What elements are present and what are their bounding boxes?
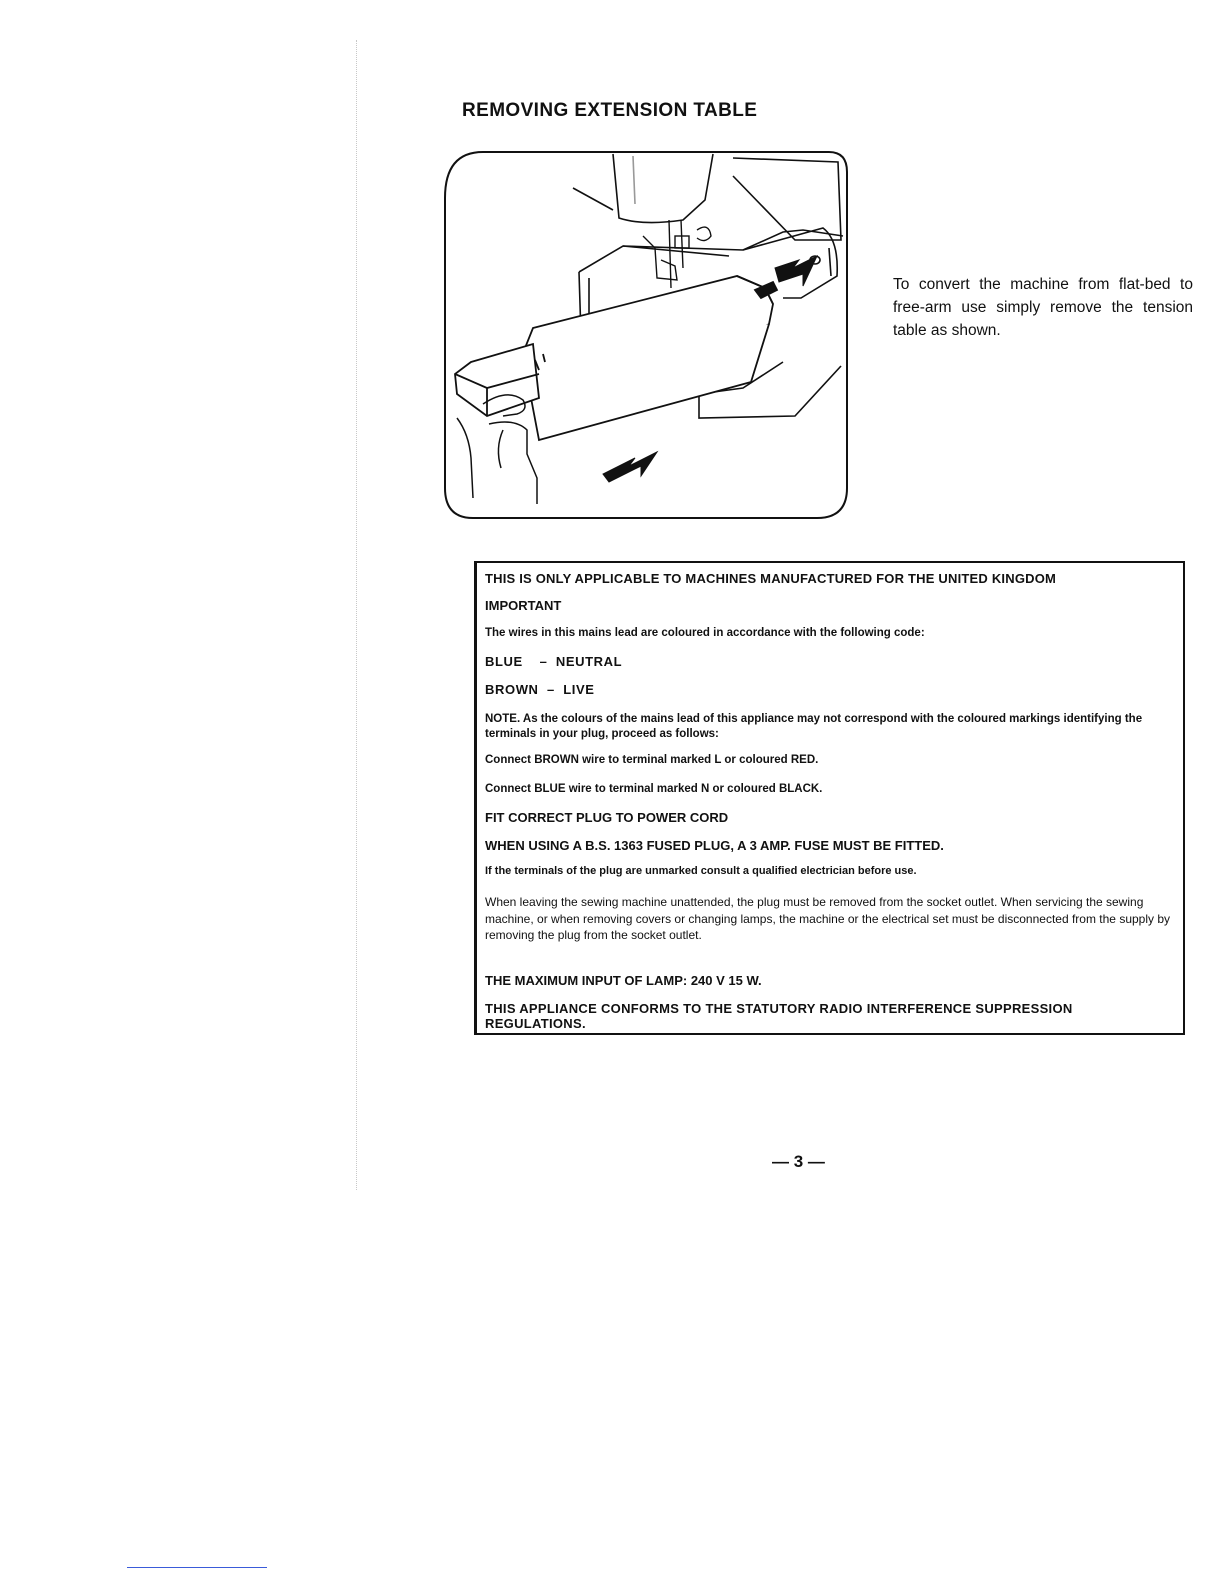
arrow-pull-icon [603,452,657,482]
notice-unattended-warning: When leaving the sewing machine unattended, the plug must be removed from the socket outlet. When servicing the sewing machine, or when removing covers or changing lamps, the machine or the electrical set must be disconnected from the supply by removing the plug from the socket outlet. [485,895,1171,942]
notice-brown-live: BROWN – LIVE [485,682,595,697]
footer-rule [127,1567,267,1568]
uk-safety-notice-box [474,561,1185,1035]
page-number: — 3 — [772,1152,825,1171]
notice-fused-plug: WHEN USING A B.S. 1363 FUSED PLUG, A 3 AMP. FUSE MUST BE FITTED. [485,838,944,853]
notice-wires-intro: The wires in this mains lead are coloured in accordance with the following code: [485,627,925,639]
notice-colour-note: NOTE. As the colours of the mains lead of this appliance may not correspond with the coloured markings identifying the terminals in your plug, proceed as follows: [485,713,1143,740]
binding-margin [356,40,377,1190]
notice-unmarked-terminals: If the terminals of the plug are unmarked consult a qualified electrician before use. [485,865,917,877]
notice-connect-blue: Connect BLUE wire to terminal marked N or coloured BLACK. [485,783,823,795]
notice-important: IMPORTANT [485,598,562,613]
notice-blue-neutral: BLUE – NEUTRAL [485,654,623,669]
notice-radio-conformance: THIS APPLIANCE CONFORMS TO THE STATUTORY RADIO INTERFERENCE SUPPRESSION REGULATIONS. [485,1001,1073,1031]
arrow-push-icon [775,256,817,286]
notice-lamp-input: THE MAXIMUM INPUT OF LAMP: 240 V 15 W. [485,973,762,988]
notice-heading: THIS IS ONLY APPLICABLE TO MACHINES MANUFACTURED FOR THE UNITED KINGDOM [485,571,1057,586]
sewing-machine-extension-table-illustration [443,148,849,520]
page-title: REMOVING EXTENSION TABLE [462,100,758,121]
notice-connect-brown: Connect BROWN wire to terminal marked L or coloured RED. [485,754,819,766]
notice-fit-plug: FIT CORRECT PLUG TO POWER CORD [485,810,729,825]
instruction-caption: To convert the machine from flat-bed to free-arm use simply remove the tension table as shown. [893,276,1193,339]
